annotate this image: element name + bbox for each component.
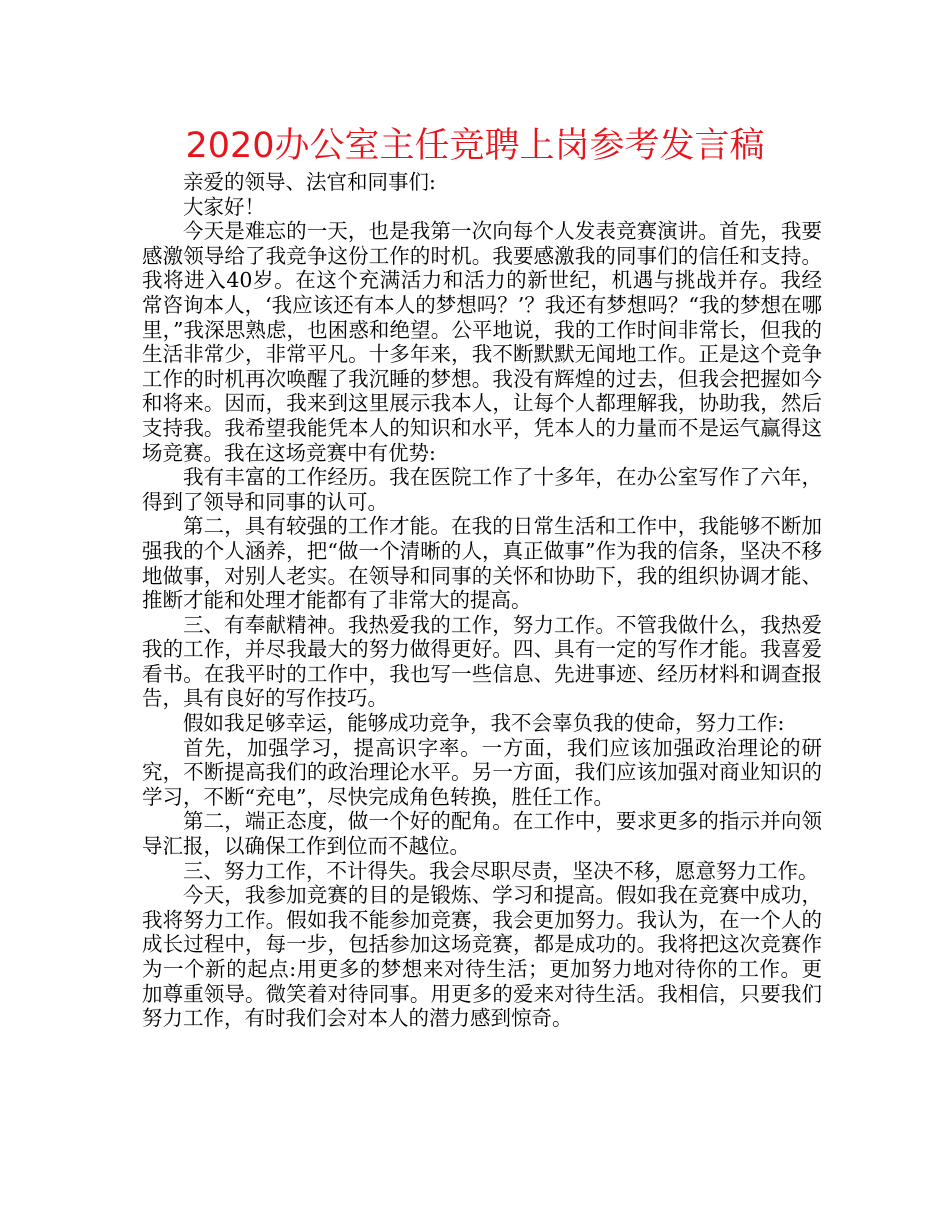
paragraph-salutation: 亲爱的领导、法官和同事们: [183,170,436,194]
paragraph-advantage-dedication: 三、有奉献精神。我热爱我的工作，努力工作。不管我做什么，我热爱我的工作，并尽我最大的努力做得更好。四、具有一定的写作才能。我喜爱看书。在我平时的工作中，我也写一些信息、先进事迹、经历材料和调查报告，具有良好的写作技巧。 [142,612,822,711]
paragraph-advantage-ability: 第二，具有较强的工作才能。在我的日常生活和工作中，我能够不断加强我的个人涵养，把“做一个清晰的人，真正做事”作为我的信条，坚决不移地做事，对别人老实。在领导和同事的关怀和协助下，我的组织协调才能、推断才能和处理才能都有了非常大的提高。 [142,514,822,613]
paragraph-plan-work: 三、努力工作，不计得失。我会尽职尽责，坚决不移，愿意努力工作。 [183,858,819,883]
paragraph-greeting: 大家好！ [183,194,265,219]
paragraph-advantage-experience: 我有丰富的工作经历。我在医院工作了十多年，在办公室写作了六年，得到了领导和同事的认可。 [142,465,822,514]
document-body [142,170,822,1031]
paragraph-commitment: 假如我足够幸运，能够成功竞争，我不会辜负我的使命，努力工作: [183,711,785,736]
paragraph-introduction: 今天是难忘的一天，也是我第一次向每个人发表竞赛演讲。首先，我要感激领导给了我竞争这份工作的时机。我要感激我的同事们的信任和支持。我将进入40岁。在这个充满活力和活力的新世纪，机遇与挑战并存。我经常咨询本人，‘我应该还有本人的梦想吗？’？我还有梦想吗？“我的梦想在哪里，”我深思熟虑，也困惑和绝望。公平地说，我的工作时间非常长，但我的生活非常少，非常平凡。十多年来，我不断默默无闻地工作。正是这个竞争工作的时机再次唤醒了我沉睡的梦想。我没有辉煌的过去，但我会把握如今和将来。因而，我来到这里展示我本人，让每个人都理解我，协助我，然后支持我。我希望我能凭本人的知识和水平，凭本人的力量而不是运气赢得这场竞赛。我在这场竞赛中有优势: [142,219,822,465]
document-title: 2020办公室主任竞聘上岗参考发言稿 [185,126,765,166]
paragraph-plan-attitude: 第二，端正态度，做一个好的配角。在工作中，要求更多的指示并向领导汇报，以确保工作到位而不越位。 [142,809,822,859]
paragraph-conclusion: 今天，我参加竞赛的目的是锻炼、学习和提高。假如我在竞赛中成功，我将努力工作。假如我不能参加竞赛，我会更加努力。我认为，在一个人的成长过程中，每一步，包括参加这场竞赛，都是成功的。我将把这次竞赛作为一个新的起点:用更多的梦想来对待生活；更加努力地对待你的工作。更加尊重领导。微笑着对待同事。用更多的爱来对待生活。我相信，只要我们努力工作，有时我们会对本人的潜力感到惊奇。 [142,883,822,1031]
paragraph-plan-study: 首先，加强学习，提高识字率。一方面，我们应该加强政治理论的研究，不断提高我们的政治理论水平。另一方面，我们应该加强对商业知识的学习，不断“充电”，尽快完成角色转换，胜任工作。 [142,735,822,809]
